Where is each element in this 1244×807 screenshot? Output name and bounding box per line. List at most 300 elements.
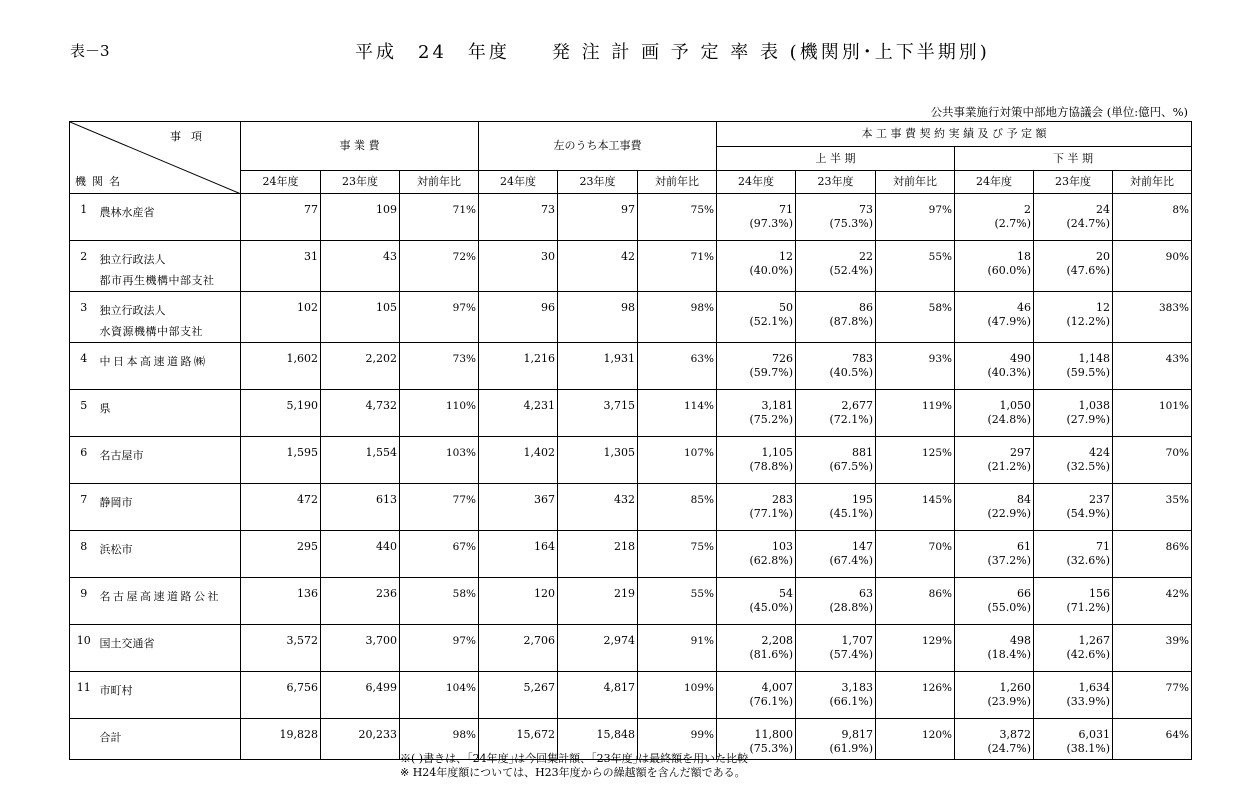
value-cell [321, 390, 400, 437]
publisher-unit-note: 公共事業施行対策中部地方協議会 (単位:億円、%) [930, 105, 1188, 119]
value-cell [1113, 292, 1192, 343]
amount-value: 55% [928, 251, 952, 263]
value-cell [796, 719, 876, 760]
share-percent: (71.2%) [1066, 601, 1110, 614]
share-percent: (24.7%) [1066, 217, 1110, 230]
amount-value: 6,031 [1078, 728, 1110, 741]
value-cell [1113, 484, 1192, 531]
value-cell [479, 390, 558, 437]
share-percent: (27.9%) [1066, 413, 1110, 426]
amount-value: 103% [445, 447, 476, 459]
amount-value: 97% [452, 635, 476, 647]
amount-value: 31 [304, 250, 318, 263]
value-cell [1034, 531, 1113, 578]
value-cell [876, 672, 955, 719]
value-cell [321, 672, 400, 719]
value-cell [241, 390, 321, 437]
table-row [70, 578, 1192, 625]
value-cell [955, 719, 1034, 760]
amount-value: 6,756 [286, 681, 318, 694]
amount-value: 86% [928, 588, 952, 600]
value-cell [321, 292, 400, 343]
value-cell [400, 194, 479, 241]
share-percent: (12.2%) [1066, 315, 1110, 328]
value-cell [558, 194, 638, 241]
share-percent: (47.6%) [1066, 264, 1110, 277]
amount-value: 383% [1158, 302, 1189, 314]
value-cell [1034, 390, 1113, 437]
header-kami: 上 半 期 [717, 147, 955, 171]
amount-value: 75% [690, 541, 714, 553]
amount-value: 103 [772, 540, 793, 553]
value-cell [1034, 578, 1113, 625]
value-cell [876, 484, 955, 531]
corner-item-label: 事項 [170, 130, 212, 143]
amount-value: 20,233 [358, 728, 397, 741]
amount-value: 12 [779, 250, 793, 263]
share-percent: (32.6%) [1066, 554, 1110, 567]
share-percent: (24.7%) [987, 742, 1031, 755]
share-percent: (75.3%) [749, 742, 793, 755]
value-cell [1034, 625, 1113, 672]
amount-value: 50 [779, 301, 793, 314]
amount-value: 3,872 [999, 728, 1031, 741]
value-cell [479, 343, 558, 390]
amount-value: 109% [683, 682, 714, 694]
amount-value: 3,572 [286, 634, 318, 647]
amount-value: 73% [452, 353, 476, 365]
value-cell [1034, 241, 1113, 292]
agency-name-line: 水資源機構中部支社 [99, 325, 203, 338]
value-cell [955, 194, 1034, 241]
share-percent: (59.7%) [749, 366, 793, 379]
value-cell [1113, 343, 1192, 390]
share-percent: (24.8%) [987, 413, 1031, 426]
share-percent: (47.9%) [987, 315, 1031, 328]
share-percent: (72.1%) [829, 413, 873, 426]
share-percent: (75.3%) [829, 217, 873, 230]
share-percent: (87.8%) [829, 315, 873, 328]
amount-value: 22 [859, 250, 873, 263]
share-percent: (62.8%) [749, 554, 793, 567]
amount-value: 1,050 [999, 399, 1031, 412]
amount-value: 71 [1096, 540, 1110, 553]
amount-value: 119% [921, 400, 952, 412]
value-cell [400, 531, 479, 578]
value-cell [717, 484, 796, 531]
share-percent: (97.3%) [749, 217, 793, 230]
amount-value: 54 [779, 587, 793, 600]
amount-value: 35% [1165, 494, 1189, 506]
value-cell [479, 578, 558, 625]
amount-value: 1,148 [1078, 352, 1110, 365]
amount-value: 98 [621, 301, 635, 314]
amount-value: 1,305 [603, 446, 635, 459]
value-cell [241, 292, 321, 343]
value-cell [479, 625, 558, 672]
value-cell [241, 625, 321, 672]
column-header: 対前年比 [1113, 171, 1192, 194]
value-cell [241, 719, 321, 760]
share-percent: (81.6%) [749, 648, 793, 661]
value-cell [479, 531, 558, 578]
value-cell [717, 194, 796, 241]
amount-value: 91% [690, 635, 714, 647]
table-row [70, 241, 1192, 292]
amount-value: 77% [1165, 682, 1189, 694]
value-cell [955, 672, 1034, 719]
share-percent: (45.1%) [829, 507, 873, 520]
amount-value: 107% [683, 447, 714, 459]
value-cell [241, 343, 321, 390]
row-number: 6 [70, 437, 98, 484]
amount-value: 109 [376, 203, 397, 216]
share-percent: (22.9%) [987, 507, 1031, 520]
value-cell [558, 343, 638, 390]
row-number: 4 [70, 343, 98, 390]
value-cell [400, 578, 479, 625]
value-cell [876, 531, 955, 578]
value-cell [638, 437, 717, 484]
share-percent: (18.4%) [987, 648, 1031, 661]
amount-value: 1,554 [365, 446, 397, 459]
table-row [70, 672, 1192, 719]
column-header: 23年度 [796, 171, 876, 194]
agency-name [98, 343, 241, 390]
value-cell [558, 437, 638, 484]
amount-value: 297 [1010, 446, 1031, 459]
value-cell [241, 241, 321, 292]
value-cell [638, 194, 717, 241]
amount-value: 20 [1096, 250, 1110, 263]
amount-value: 70% [1165, 447, 1189, 459]
share-percent: (33.9%) [1066, 695, 1110, 708]
agency-name-line: 市町村 [99, 684, 133, 697]
value-cell [876, 719, 955, 760]
header-jigyohi: 事 業 費 [241, 122, 479, 171]
amount-value: 1,038 [1078, 399, 1110, 412]
share-percent: (77.1%) [749, 507, 793, 520]
table-row [70, 437, 1192, 484]
amount-value: 77% [452, 494, 476, 506]
value-cell [479, 194, 558, 241]
amount-value: 237 [1089, 493, 1110, 506]
column-header: 対前年比 [876, 171, 955, 194]
value-cell [1034, 719, 1113, 760]
amount-value: 219 [614, 587, 635, 600]
amount-value: 110% [445, 400, 476, 412]
amount-value: 43 [383, 250, 397, 263]
column-header: 23年度 [558, 171, 638, 194]
column-header: 24年度 [241, 171, 321, 194]
value-cell [321, 194, 400, 241]
value-cell [717, 241, 796, 292]
agency-name [98, 672, 241, 719]
amount-value: 218 [614, 540, 635, 553]
row-number: 5 [70, 390, 98, 437]
value-cell [321, 578, 400, 625]
share-percent: (23.9%) [987, 695, 1031, 708]
share-percent: (28.8%) [829, 601, 873, 614]
amount-value: 424 [1089, 446, 1110, 459]
amount-value: 2,706 [523, 634, 555, 647]
agency-name-line: 静岡市 [99, 496, 133, 509]
value-cell [796, 578, 876, 625]
amount-value: 58% [452, 588, 476, 600]
value-cell [479, 241, 558, 292]
amount-value: 1,267 [1078, 634, 1110, 647]
value-cell [955, 437, 1034, 484]
amount-value: 490 [1010, 352, 1031, 365]
agency-name [98, 578, 241, 625]
table-row [70, 390, 1192, 437]
value-cell [321, 241, 400, 292]
amount-value: 42 [621, 250, 635, 263]
value-cell [796, 241, 876, 292]
header-corner [70, 122, 241, 194]
amount-value: 97 [621, 203, 635, 216]
value-cell [876, 343, 955, 390]
value-cell [955, 343, 1034, 390]
column-header: 対前年比 [400, 171, 479, 194]
value-cell [638, 672, 717, 719]
row-number: 7 [70, 484, 98, 531]
amount-value: 2,202 [365, 352, 397, 365]
amount-value: 114% [683, 400, 714, 412]
amount-value: 98% [452, 729, 476, 741]
agency-name-line: 名古屋高速道路公社 [99, 590, 221, 603]
value-cell [1113, 241, 1192, 292]
amount-value: 1,931 [603, 352, 635, 365]
amount-value: 881 [852, 446, 873, 459]
agency-name-line: 名古屋市 [99, 449, 144, 462]
amount-value: 55% [690, 588, 714, 600]
amount-value: 86 [859, 301, 873, 314]
value-cell [638, 343, 717, 390]
agency-name-line: 都市再生機構中部支社 [99, 274, 215, 287]
value-cell [717, 625, 796, 672]
amount-value: 156 [1089, 587, 1110, 600]
column-header: 23年度 [321, 171, 400, 194]
amount-value: 43% [1165, 353, 1189, 365]
share-percent: (59.5%) [1066, 366, 1110, 379]
share-percent: (67.5%) [829, 460, 873, 473]
agency-name-line: 県 [99, 402, 111, 415]
value-cell [400, 672, 479, 719]
amount-value: 67% [452, 541, 476, 553]
amount-value: 70% [928, 541, 952, 553]
table-row [70, 531, 1192, 578]
agency-name [98, 292, 241, 343]
row-number: 9 [70, 578, 98, 625]
value-cell [955, 390, 1034, 437]
value-cell [876, 390, 955, 437]
column-header: 24年度 [955, 171, 1034, 194]
agency-name [98, 437, 241, 484]
amount-value: 1,602 [286, 352, 318, 365]
value-cell [400, 343, 479, 390]
amount-value: 125% [921, 447, 952, 459]
share-percent: (57.4%) [829, 648, 873, 661]
amount-value: 90% [1165, 251, 1189, 263]
amount-value: 136 [297, 587, 318, 600]
share-percent: (40.0%) [749, 264, 793, 277]
share-percent: (75.2%) [749, 413, 793, 426]
share-percent: (61.9%) [829, 742, 873, 755]
amount-value: 98% [690, 302, 714, 314]
column-header: 24年度 [717, 171, 796, 194]
value-cell [717, 672, 796, 719]
value-cell [241, 484, 321, 531]
value-cell [1113, 194, 1192, 241]
share-percent: (76.1%) [749, 695, 793, 708]
amount-value: 9,817 [841, 728, 873, 741]
amount-value: 73 [541, 203, 555, 216]
amount-value: 104% [445, 682, 476, 694]
table-row [70, 194, 1192, 241]
row-number: 8 [70, 531, 98, 578]
amount-value: 42% [1165, 588, 1189, 600]
value-cell [321, 484, 400, 531]
amount-value: 6,499 [365, 681, 397, 694]
value-cell [796, 531, 876, 578]
amount-value: 472 [297, 493, 318, 506]
amount-value: 195 [852, 493, 873, 506]
amount-value: 71 [779, 203, 793, 216]
share-percent: (40.3%) [987, 366, 1031, 379]
amount-value: 15,672 [516, 728, 555, 741]
value-cell [717, 578, 796, 625]
amount-value: 120% [921, 729, 952, 741]
value-cell [876, 194, 955, 241]
table-row [70, 292, 1192, 343]
amount-value: 3,181 [761, 399, 793, 412]
value-cell [479, 437, 558, 484]
column-header: 対前年比 [638, 171, 717, 194]
value-cell [1113, 719, 1192, 760]
amount-value: 1,216 [523, 352, 555, 365]
value-cell [955, 484, 1034, 531]
value-cell [400, 625, 479, 672]
value-cell [638, 578, 717, 625]
value-cell [1034, 292, 1113, 343]
amount-value: 4,231 [523, 399, 555, 412]
amount-value: 3,700 [365, 634, 397, 647]
value-cell [241, 194, 321, 241]
share-percent: (60.0%) [987, 264, 1031, 277]
amount-value: 71% [690, 251, 714, 263]
value-cell [638, 241, 717, 292]
agency-name [98, 194, 241, 241]
amount-value: 1,402 [523, 446, 555, 459]
amount-value: 19,828 [279, 728, 318, 741]
amount-value: 2,974 [603, 634, 635, 647]
value-cell [638, 484, 717, 531]
value-cell [796, 484, 876, 531]
amount-value: 783 [852, 352, 873, 365]
corner-agency-label: 機関名 [75, 175, 126, 188]
agency-name [98, 241, 241, 292]
value-cell [321, 437, 400, 484]
agency-name [98, 390, 241, 437]
row-number: 10 [70, 625, 98, 672]
table-row [70, 625, 1192, 672]
value-cell [638, 292, 717, 343]
share-percent: (52.1%) [749, 315, 793, 328]
amount-value: 71% [452, 204, 476, 216]
header-honkoji: 左のうち本工事費 [479, 122, 717, 171]
amount-value: 1,634 [1078, 681, 1110, 694]
amount-value: 8% [1172, 204, 1189, 216]
amount-value: 63 [859, 587, 873, 600]
value-cell [717, 292, 796, 343]
value-cell [955, 578, 1034, 625]
amount-value: 126% [921, 682, 952, 694]
value-cell [796, 437, 876, 484]
value-cell [1113, 531, 1192, 578]
amount-value: 367 [534, 493, 555, 506]
agency-name-line: 農林水産省 [99, 206, 155, 219]
share-percent: (66.1%) [829, 695, 873, 708]
share-percent: (21.2%) [987, 460, 1031, 473]
value-cell [321, 531, 400, 578]
share-percent: (2.7%) [994, 217, 1031, 230]
value-cell [558, 625, 638, 672]
page-title: 平成 24 年度 発 注 計 画 予 定 率 表 (機関別･上下半期別) [355, 42, 990, 63]
footnote-1: ※( )書きは、｢24年度｣は今回集計額、｢23年度｣は最終額を用いた比較 [400, 752, 749, 765]
amount-value: 63% [690, 353, 714, 365]
amount-value: 2 [1024, 203, 1031, 216]
plan-rate-table [69, 121, 1192, 760]
agency-name [98, 719, 241, 760]
share-percent: (67.4%) [829, 554, 873, 567]
value-cell [1113, 390, 1192, 437]
amount-value: 86% [1165, 541, 1189, 553]
share-percent: (38.1%) [1066, 742, 1110, 755]
value-cell [876, 292, 955, 343]
value-cell [241, 578, 321, 625]
footnote-2: ※ H24年度額については、H23年度からの繰越額を含んだ額である。 [400, 766, 746, 779]
agency-name [98, 625, 241, 672]
amount-value: 64% [1165, 729, 1189, 741]
amount-value: 236 [376, 587, 397, 600]
value-cell [796, 343, 876, 390]
value-cell [241, 672, 321, 719]
share-percent: (78.8%) [749, 460, 793, 473]
share-percent: (45.0%) [749, 601, 793, 614]
agency-name [98, 484, 241, 531]
value-cell [321, 719, 400, 760]
value-cell [400, 241, 479, 292]
value-cell [955, 625, 1034, 672]
value-cell [400, 390, 479, 437]
value-cell [558, 578, 638, 625]
amount-value: 30 [541, 250, 555, 263]
value-cell [321, 625, 400, 672]
header-shimo: 下 半 期 [955, 147, 1192, 171]
amount-value: 4,817 [603, 681, 635, 694]
amount-value: 102 [297, 301, 318, 314]
share-percent: (54.9%) [1066, 507, 1110, 520]
agency-name-line: 国土交通省 [99, 637, 155, 650]
row-number: 2 [70, 241, 98, 292]
share-percent: (37.2%) [987, 554, 1031, 567]
value-cell [1113, 672, 1192, 719]
value-cell [558, 390, 638, 437]
share-percent: (32.5%) [1066, 460, 1110, 473]
column-header: 23年度 [1034, 171, 1113, 194]
amount-value: 120 [534, 587, 555, 600]
